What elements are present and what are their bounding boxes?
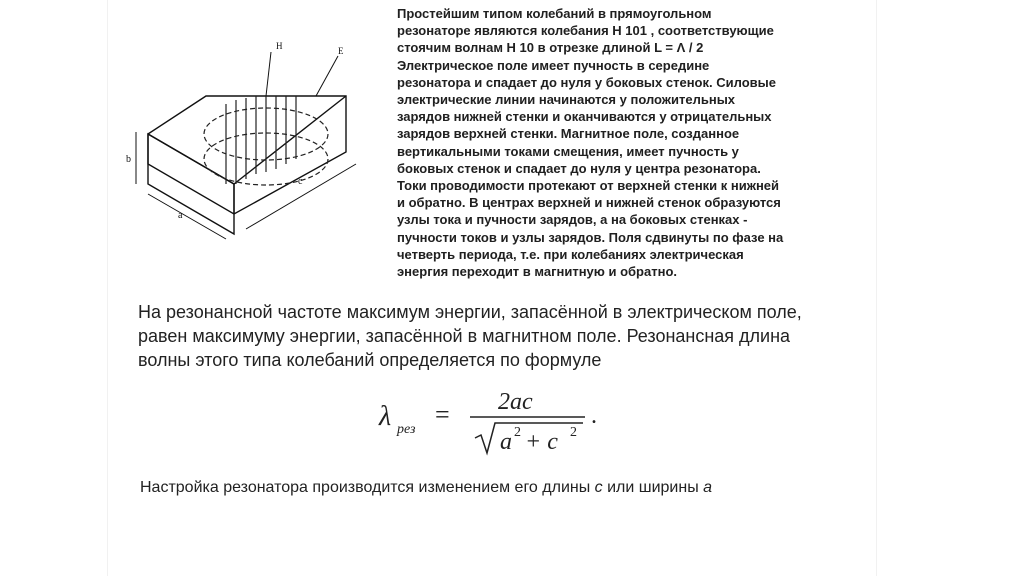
resonance-paragraph: На резонансной частоте максимум энергии, запасённой в электрическом поле, равен максимуму энергии, запасённой в магнитном поле. Резонансная длина волны этого типа колебаний определяется по формуле [138,302,802,370]
formula-den-a: a [500,429,512,455]
formula-numerator: 2ac [498,389,533,415]
label-e: E [338,46,344,56]
label-c: c [298,176,303,187]
tuning-text: Настройка резонатора производится изменением его длины [140,479,595,496]
formula-den-exp: 2 [514,425,521,440]
resonator-diagram [126,34,366,249]
tuning-sentence [140,479,860,497]
formula-lambda: λ [379,401,392,432]
tuning-middle: или ширины [602,479,704,496]
formula-period: . [591,403,597,429]
formula-den-plus: + c [525,429,558,455]
formula-den-exp2: 2 [570,425,577,440]
tuning-var-c: с [594,479,603,496]
formula-subscript: рез [397,422,416,437]
tuning-var-a: а [703,479,713,496]
resonant-wavelength-formula [375,383,625,463]
label-b: b [126,154,131,165]
description-text: Простейшим типом колебаний в прямоугольном резонаторе являются колебания H 101 , соответствующие стоячим волнам H 10 в отрезке длиной L = Λ / 2 Электрическое поле имеет пучность в середине резонатора и спадает до нуля у боковых стенок. Силовые электрические линии начинаются у положительных зарядов нижней стенки и оканчиваются у отрицательных зарядов верхней стенки. Магнитное поле, созданное вертикальными токами смещения, имеет пучность у боковых стенок и спадает до нуля у центра резонатора. Токи проводимости протекают от верхней стенки к нижней и обратно. В центрах верхней и нижней стенок образуются узлы тока и пучности зарядов, а на боковых стенках - пучности токов и узлы зарядов. Поля сдвинуты по фазе на четверть периода, т.е. при колебаниях электрическая энергия переходит в магнитную и обратно. [397,6,784,280]
formula-equals: = [435,400,450,429]
label-h: H [276,41,283,51]
label-a: a [178,210,183,221]
